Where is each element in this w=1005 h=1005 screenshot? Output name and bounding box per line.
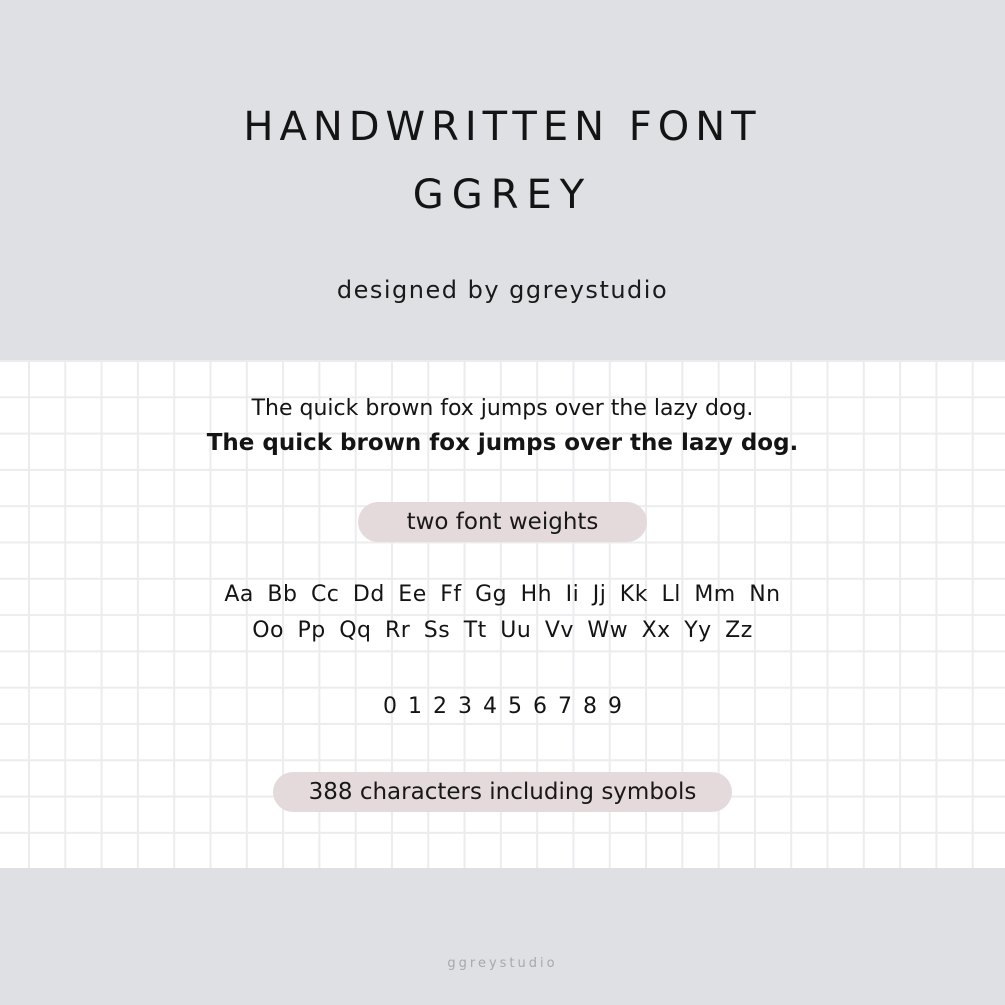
alphabet-row-1: Aa Bb Cc Dd Ee Ff Gg Hh Ii Jj Kk Ll Mm Nn bbox=[224, 582, 781, 607]
title-line-1: HANDWRITTEN FONT bbox=[243, 104, 762, 150]
weights-badge: two font weights bbox=[358, 502, 647, 542]
pangram-regular: The quick brown fox jumps over the lazy dog. bbox=[251, 396, 754, 421]
pangram-bold: The quick brown fox jumps over the lazy dog. bbox=[206, 430, 799, 456]
digits-row: 0 1 2 3 4 5 6 7 8 9 bbox=[383, 694, 622, 719]
designer-credit: designed by ggreystudio bbox=[336, 276, 669, 304]
alphabet-row-2: Oo Pp Qq Rr Ss Tt Uu Vv Ww Xx Yy Zz bbox=[252, 618, 753, 643]
title-line-2: GGREY bbox=[412, 172, 593, 218]
characters-badge: 388 characters including symbols bbox=[273, 772, 732, 812]
footer-brand: ggreystudio bbox=[447, 956, 558, 971]
